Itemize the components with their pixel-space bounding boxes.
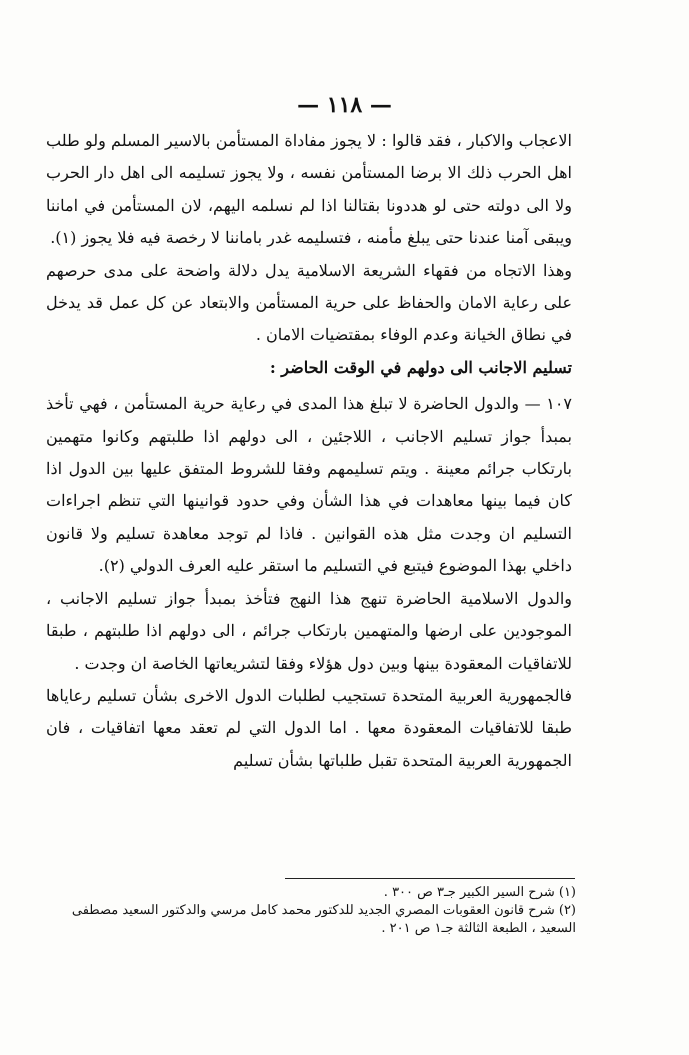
footnotes — [40, 884, 576, 938]
paragraph-4: والدول الاسلامية الحاضرة تنهج هذا النهج فتأخذ بمبدأ جواز تسليم الاجانب ، الموجودين على ارضها والمتهمين بارتكاب جرائم ، الى دولهم اذا طلبتهم ، طبقا للاتفاقيات المعقودة بينها وبين دول هؤلاء وفقا لتشريعاتها الخاصة ان وجدت . — [46, 588, 572, 673]
footnote-divider — [285, 878, 575, 879]
footnote-1: (١) شرح السير الكبير جـ٣ ص ٣٠٠ . — [383, 885, 576, 900]
section-heading: تسليم الاجانب الى دولهم في الوقت الحاضر : — [269, 357, 572, 377]
paragraph-3: ١٠٧ — والدول الحاضرة لا تبلغ هذا المدى في رعاية حرية المستأمن ، فهي تأخذ بمبدأ جواز تسليم الاجانب ، اللاجئين ، الى دولهم اذا طلبتهم وكانوا متهمين بارتكاب جرائم معينة . ويتم تسليمهم وفقا للشروط المتفق عليها بين الدول اذا كان فيما بينها معاهدات في هذا الشأن وفي حدود قوانينها التي تنظم اجراءات التسليم ان وجدت مثل هذه القوانين . فاذا لم توجد معاهدة تسليم ولا قانون داخلي بهذا الموضوع فيتبع في التسليم ما استقر عليه العرف الدولي (٢). — [46, 394, 573, 576]
paragraph-2: وهذا الاتجاه من فقهاء الشريعة الاسلامية يدل دلالة واضحة على مدى حرصهم على رعاية الامان والحفاظ على حرية المستأمن والابتعاد عن كل عمل قد يدخل في نطاق الخيانة وعدم الوفاء بمقتضيات الامان . — [46, 260, 572, 345]
paragraph-5: فالجمهورية العربية المتحدة تستجيب لطلبات الدول الاخرى بشأن تسليم رعاياها طبقا للاتفاقيات المعقودة معها . اما الدول التي لم تعقد معها اتفاقيات ، فان الجمهورية العربية المتحدة تقبل طلباتها بشأن تسليم — [46, 685, 573, 770]
footnote-2: (٢) شرح قانون العقوبات المصري الجديد للدكتور محمد كامل مرسي والدكتور السعيد مصطفى السعيد ، الطبعة الثالثة جـ١ ص ٢٠١ . — [71, 903, 576, 936]
page-number: — ١١٨ — — [297, 92, 392, 118]
paragraph-1: الاعجاب والاكبار ، فقد قالوا : لا يجوز مفاداة المستأمن بالاسير المسلم ولو طلب اهل الحرب ذلك الا برضا المستأمن نفسه ، ولا يجوز تسليمه الى اهل دار الحرب ولا الى دولته حتى لو هددونا بقتالنا اذا لم نسلمه اليهم، لان المستأمن في اماننا ويبقى آمنا عندنا حتى يبلغ مأمنه ، فتسليمه غدر باماننا لا رخصة فيه فلا يجوز (١). — [46, 131, 572, 248]
body-text — [46, 125, 572, 777]
